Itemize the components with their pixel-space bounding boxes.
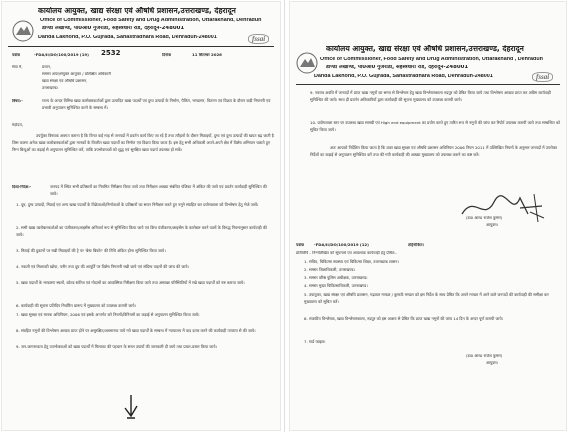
point-text: नवरात्र अवधि में जनपदों में प्राप्त खाद्य नमूनों का समय से विश्लेषण हेतु खाद्य विश्लेषणशाला रुद्रपुर को प्रेषित किया जाये तथा विश्लेषण आख्या प्राप्त कर अग्रिम कार्यवाही सुनिश्चित की जाये। साथ ही प्रवर्तन अधिकारियों द्वारा कार्यवाही की सूचना मुख्यालय को उपलब्ध करायी जाये। — [310, 90, 551, 102]
point-number: 8. — [16, 328, 21, 333]
point-number: 9. — [310, 90, 314, 95]
header-rule — [8, 46, 274, 47]
copy-reference-suffix: तद्दिनांकित। — [408, 243, 424, 247]
uttarakhand-emblem — [12, 20, 34, 42]
copy-recipient: 5. उपायुक्त, खाद्य संरक्षा एवं औषधि प्रशासन, गढ़वाल मण्डल / कुमाऊँ मण्डल को इस निर्देश के साथ प्रेषित कि अपने मण्डल में आने वाले जनपदों की कार्यवाही की समीक्षा कर मुख्यालय को सूचित करें। — [304, 292, 549, 304]
instruction-point — [16, 344, 274, 358]
instruction-point — [16, 202, 274, 223]
recipient-line: समस्त अपर/संयुक्त आयुक्त / प्रशिक्षित अधिकारी — [42, 72, 111, 76]
point-number: 5. — [16, 280, 21, 285]
copy-recipient: 4. समस्त मुख्य चिकित्साधिकारी, उत्तराखण्ड। — [304, 283, 368, 288]
instruction-point — [310, 120, 560, 141]
point-text: दूध, दुग्ध उत्पादों, मिठाई एवं अन्य खाद्य पदार्थों के विक्रेताओं/निर्माताओं के प्रतिष्ठानों का सघन निरीक्षण करते हुए नमूने संग्रहित कर प्रयोगशाला को विश्लेषण हेतु भेजे जायें। — [20, 202, 259, 207]
body-paragraph: उपर्युक्त विषयक अवगत कराना है कि विगत कई माह से जनपदों में प्रवर्तन कार्य किए जा रहे हैं तथा त्यौहारों के दौरान मिठाइयों, दुग्ध एवं दुग्ध उत्पादों की खपत बढ़ जाती है जिस कारण अनेक खाद्य कारोबारकर्ताओं द्वारा मानकों के विपरीत खाद्य पदार्थों का निर्माण एवं विक्रय किया जाता है। इस हेतु सभी अधिकारी अपने-अपने क्षेत्र में विशेष अभियान चलाते हुए निम्न बिन्दुओं का कड़ाई से अनुपालन सुनिश्चित करें, ताकि उपभोक्ताओं को शुद्ध एवं सुरक्षित खाद्य पदार्थ उपलब्ध हो सकें। — [12, 133, 274, 152]
office-title-hindi: कार्यालय आयुक्त, खाद्य संरक्षा एवं औषधि प्रशासन,उत्तराखण्ड, देहरादून — [326, 45, 524, 53]
copy-recipient: 3. समस्त वरिष्ठ पुलिस अधीक्षक, उत्तराखण्ड। — [304, 275, 368, 280]
signatory-designation: आयुक्त। — [486, 223, 499, 227]
date-label: दिनांक — [162, 53, 172, 57]
point-text: प्रयोगशाला स्तर पर उपलब्ध खाद्य सामग्री एवं High end equipment का प्रयोग करते हुए त्वरित रूप से नमूनों की जांच कर रिपोर्ट उपलब्ध करायी जाये तथा सम्बन्धित को सूचित किया जाये। — [310, 120, 560, 132]
office-address-english: Danda Lakhond, P.O. Gujrada, Sahastradhara Road, Dehradun-248001 — [314, 74, 493, 79]
point-text: नकली एवं मिलावटी खोया, पनीर तथा दूध की आपूर्ति पर विशेष निगरानी रखी जाये एवं संदिग्ध वाहनों की जांच की जाये। — [20, 264, 189, 269]
point-text: कार्यवाही की सूचना प्रतिदिन निर्धारित प्रारूप में मुख्यालय को उपलब्ध करायी जाये। — [20, 303, 136, 308]
subject-label: विषय:- — [12, 99, 23, 103]
instruction-label: दिशा-निर्देश:- — [12, 185, 32, 189]
reference-number: -FDA/II/DO/100/2019 (19) — [34, 53, 89, 57]
point-text: जन-जागरूकता हेतु उपभोक्ताओं को खाद्य पदार्थों में मिलावट की पहचान के सरल उपायों की जानकारी दी जाये तथा प्रचार-प्रसार किया जाये। — [20, 344, 217, 349]
point-number: 9. — [16, 344, 21, 349]
to-label: सेवा में, — [12, 65, 23, 69]
closing-signatory-designation: आयुक्त। — [486, 361, 499, 365]
copy-reference-number: -FDA/II/DO/100/2019 (12) — [314, 243, 369, 247]
reference-label: पत्रांक — [12, 53, 21, 57]
point-number: 6. — [16, 303, 21, 308]
instruction-point — [16, 303, 274, 310]
date-value: 11 सितम्बर 2026 — [192, 53, 222, 57]
instruction-text: जनपद में स्थित सभी प्रतिष्ठानों का नियमित निरीक्षण किया जाये तथा निरीक्षण आख्या संबंधित पंजिका में अंकित की जाये एवं प्रवर्तन कार्यवाही सुनिश्चित की जाये। — [50, 184, 267, 196]
closing-paragraph: अतः आपको निर्देशित किया जाता है कि उक्त खाद्य सुरक्षा एवं औषधि प्रशासन अधिनियम 2006 नियम 2011 में उल्लिखित नियमों के अनुसार जनपदों में उपरोक्त निर्देशों का कड़ाई से अनुपालन सुनिश्चित करें तथा की गयी कार्यवाही की आख्या मुख्यालय को उपलब्ध कराने का कष्ट करें। — [310, 145, 558, 157]
commissioner-signature — [456, 188, 548, 228]
point-text: सभी खाद्य कारोबारकर्ताओं का पंजीकरण/लाइसेंस अनिवार्य रूप से सुनिश्चित किया जाये एवं बिना पंजीकरण/लाइसेंस के कारोबार करने वालों के विरुद्ध नियमानुसार कार्यवाही की जाये। — [16, 225, 267, 237]
copy-intro: प्रतिलिपि - निम्नलिखित को सूचनार्थ एवं आवश्यक कार्यवाही हेतु प्रेषित:- — [296, 251, 397, 255]
instruction-point — [16, 280, 274, 301]
recipient-line: प्रधान, — [42, 65, 52, 69]
office-address-english: Danda Lakhond, P.O. Gujrada, Sahastradhara Road, Dehradun-248001 — [38, 35, 217, 40]
dispatch-number: 2532 — [101, 50, 121, 57]
closing-signatory-name: (डा0 आर0 राजेश कुमार) — [466, 354, 503, 358]
fssai-logo: fssai — [532, 72, 553, 82]
letter-page-right — [290, 2, 566, 430]
signatory-name: (डा0 आर0 राजेश कुमार) — [466, 216, 503, 220]
office-title-english: Office of Commissioner, Food Safety and Drug Administration, Uttarakhand , Dehradun — [320, 57, 543, 62]
office-title-english: Office of Commissioner, Food Safety and Drug Administration, Uttarakhand, Dehradun — [40, 18, 262, 23]
instruction-point — [16, 248, 274, 262]
salutation: महोदय, — [12, 123, 23, 127]
point-text: खाद्य सुरक्षा एवं मानक अधिनियम, 2006 एवं इसके अन्तर्गत बने नियमों/विनियमों का कड़ाई से अनुपालन सुनिश्चित किया जाये। — [20, 312, 200, 317]
point-number: 10. — [310, 120, 317, 125]
point-number: 4. — [16, 264, 21, 269]
instruction-point — [16, 328, 274, 342]
instruction-point — [16, 264, 274, 278]
copy-recipient: 1. सचिव, चिकित्सा स्वास्थ्य एवं चिकित्सा शिक्षा, उत्तराखण्ड शासन। — [304, 259, 399, 264]
copy-recipient: 7. गार्ड फाइल। — [304, 339, 326, 344]
uttarakhand-emblem — [296, 52, 318, 74]
subject-text: राज्य के अन्दर विभिन्न खाद्य कारोबारकर्ताओं द्वारा उत्पादित खाद्य पदार्थों एवं दुग्ध उत्पादों के निर्माण, पैकिंग, भण्डारण, वितरण एवं विक्रय के दौरान कड़ी निगरानी एवं प्रभावी अनुपालन सुनिश्चित करने के सम्बन्ध में। — [42, 98, 271, 110]
office-title-hindi: कार्यालय आयुक्त, खाद्य संरक्षा एवं औषधि प्रशासन,उत्तराखण्ड, देहरादून — [38, 7, 236, 15]
instruction-point — [16, 312, 274, 326]
recipient-line: खाद्य संरक्षा एवं औषधि प्रशासन, — [42, 79, 88, 83]
fssai-logo: fssai — [248, 34, 269, 44]
point-text: संग्रहित नमूनों की विश्लेषण आख्या प्राप्त होने पर असुरक्षित/अवमानक पाये गये खाद्य पदार्थों के सम्बन्ध में न्यायालय में वाद दायर करने की कार्यवाही तत्परता से की जाये। — [20, 328, 256, 333]
office-address-hindi: डाण्डा लखौण्ड, पो0ओ0 गुजराडा, सहस्त्रधारा रोड, देहरादून-248001 — [326, 65, 469, 70]
letter-page-left — [2, 2, 280, 430]
page-signature-mark — [119, 394, 143, 420]
header-rule — [296, 84, 560, 85]
office-address-hindi: डाण्डा लखौण्ड, पो0ओ0 गुजराडा, सहस्त्रधारा रोड, देहरादून-248001 — [42, 26, 185, 31]
point-number: 3. — [16, 248, 21, 253]
point-number: 1. — [16, 202, 21, 207]
point-number: 7. — [16, 312, 21, 317]
point-text: खाद्य पदार्थों के भण्डारण स्थलों, कोल्ड स्टोरेज एवं गोदामों का आकस्मिक निरीक्षण किया जाये तथा अस्वच्छ परिस्थितियों में रखे खाद्य पदार्थों को नष्ट कराया जाये। — [20, 280, 245, 285]
instruction-point — [16, 225, 274, 246]
copy-reference-label: पत्रांक — [296, 243, 305, 247]
point-text: मिठाई की दुकानों पर रखी मिठाइयों की ट्रे पर 'बेस्ट बिफोर' की तिथि अंकित होना सुनिश्चित किया जाये। — [20, 248, 166, 253]
copy-recipient: 2. समस्त जिलाधिकारी, उत्तराखण्ड। — [304, 267, 355, 272]
page-divider — [284, 0, 285, 432]
copy-recipient: 6. राजकीय विश्लेषक, खाद्य विश्लेषणशाला, रुद्रपुर को इस आशय से प्रेषित कि प्राप्त खाद्य नमूनों की जांच 14 दिन के अन्दर पूर्ण करायी जाये। — [304, 316, 504, 321]
point-number: 2. — [16, 225, 21, 230]
recipient-line: उत्तराखण्ड। — [42, 86, 59, 90]
instruction-point — [310, 90, 560, 118]
